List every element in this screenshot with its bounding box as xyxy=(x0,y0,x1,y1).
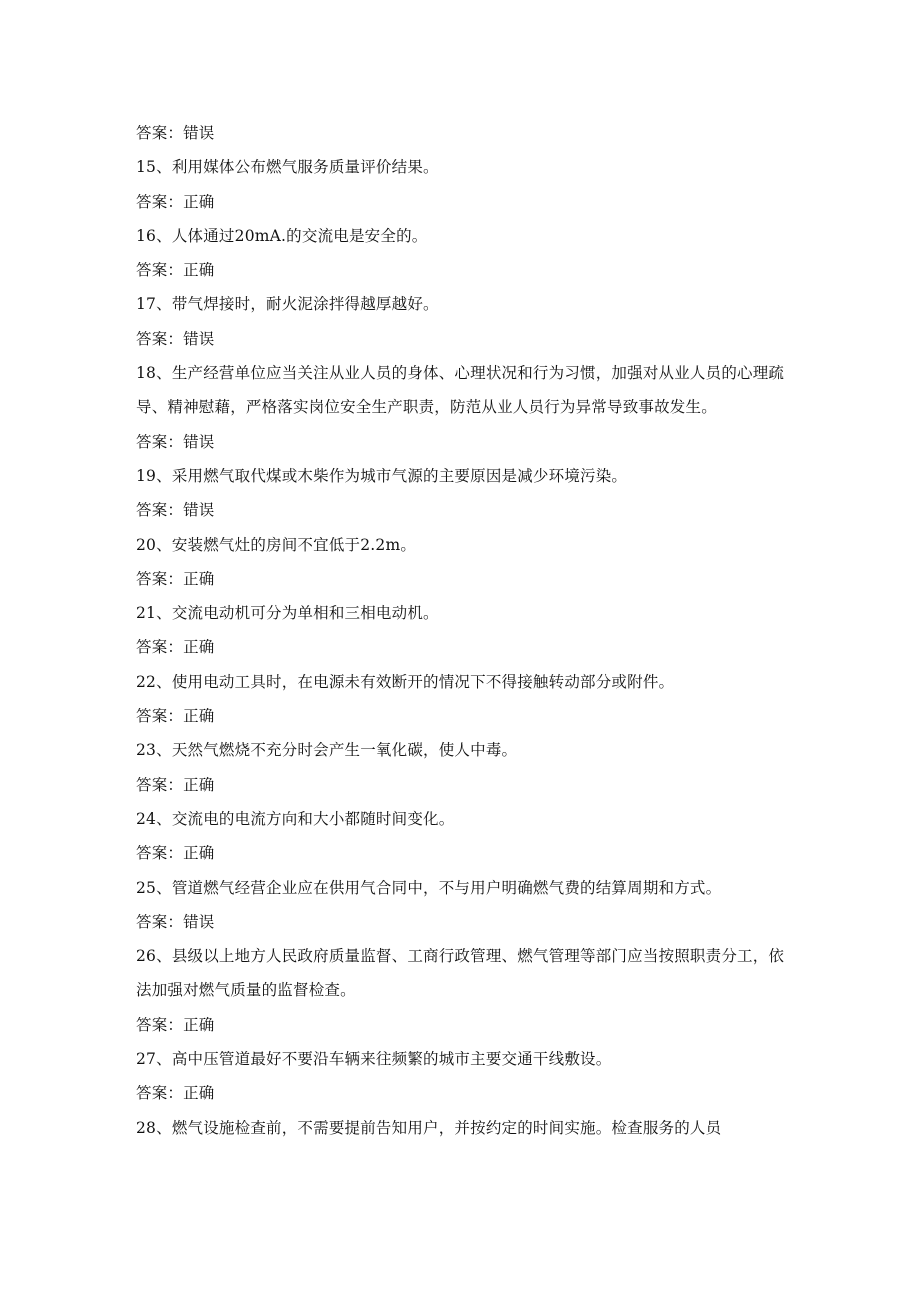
answer-label: 答案： xyxy=(136,569,184,588)
question-item xyxy=(136,665,796,699)
question-text: 交流电的电流方向和大小都随时间变化。 xyxy=(171,809,455,828)
answer-line xyxy=(136,253,796,287)
answer-label: 答案： xyxy=(136,261,184,280)
answer-value: 正确 xyxy=(183,1084,215,1103)
question-separator: 、 xyxy=(156,535,172,554)
question-number: 23 xyxy=(136,741,157,760)
question-text: 人体通过20mA.的交流电是安全的。 xyxy=(171,226,428,245)
answer-line xyxy=(136,836,796,870)
answer-line xyxy=(136,768,796,802)
question-list xyxy=(136,116,796,1145)
question-number: 26 xyxy=(136,947,157,966)
answer-value: 正确 xyxy=(183,775,215,794)
answer-value: 正确 xyxy=(183,569,215,588)
question-text: 燃气设施检查前，不需要提前告知用户，并按约定的时间实施。检查服务的人员 xyxy=(171,1118,722,1137)
question-item xyxy=(136,939,796,1008)
question-separator: 、 xyxy=(156,158,172,177)
answer-label: 答案： xyxy=(136,432,184,451)
answer-label: 答案： xyxy=(136,775,184,794)
answer-value: 正确 xyxy=(183,1015,215,1034)
question-text: 采用燃气取代煤或木柴作为城市气源的主要原因是减少环境污染。 xyxy=(171,466,628,485)
question-item xyxy=(136,459,796,493)
question-text: 县级以上地方人民政府质量监督、工商行政管理、燃气管理等部门应当按照职责分工，依法加强对燃气质量的监督检查。 xyxy=(136,947,785,1000)
answer-value: 错误 xyxy=(183,501,215,520)
answer-value: 错误 xyxy=(183,329,215,348)
question-separator: 、 xyxy=(156,295,172,314)
question-separator: 、 xyxy=(156,741,172,760)
question-item xyxy=(136,871,796,905)
answer-line xyxy=(136,1076,796,1110)
answer-value: 正确 xyxy=(183,192,215,211)
question-item xyxy=(136,1111,796,1145)
answer-line xyxy=(136,1008,796,1042)
question-text: 带气焊接时，耐火泥涂拌得越厚越好。 xyxy=(171,295,439,314)
question-number: 25 xyxy=(136,878,157,897)
answer-label: 答案： xyxy=(136,501,184,520)
answer-line xyxy=(136,116,796,150)
question-separator: 、 xyxy=(156,226,172,245)
answer-label: 答案： xyxy=(136,124,184,142)
answer-value: 正确 xyxy=(183,844,215,863)
answer-line xyxy=(136,905,796,939)
question-separator: 、 xyxy=(156,672,172,691)
question-text: 管道燃气经营企业应在供用气合同中，不与用户明确燃气费的结算周期和方式。 xyxy=(171,878,722,897)
answer-line xyxy=(136,630,796,664)
answer-value: 正确 xyxy=(183,638,215,657)
question-number: 22 xyxy=(136,672,157,691)
answer-line xyxy=(136,562,796,596)
question-item xyxy=(136,733,796,767)
question-separator: 、 xyxy=(156,878,172,897)
question-separator: 、 xyxy=(156,1050,172,1069)
question-separator: 、 xyxy=(156,947,172,966)
answer-label: 答案： xyxy=(136,329,184,348)
answer-label: 答案： xyxy=(136,192,184,211)
answer-line xyxy=(136,185,796,219)
question-number: 24 xyxy=(136,809,157,828)
answer-line xyxy=(136,699,796,733)
answer-line xyxy=(136,425,796,459)
answer-label: 答案： xyxy=(136,638,184,657)
answer-value: 错误 xyxy=(183,912,215,931)
question-separator: 、 xyxy=(156,809,172,828)
question-item xyxy=(136,287,796,321)
question-number: 18 xyxy=(136,364,157,383)
question-text: 生产经营单位应当关注从业人员的身体、心理状况和行为习惯，加强对从业人员的心理疏导、精神慰藉，严格落实岗位安全生产职责，防范从业人员行为异常导致事故发生。 xyxy=(136,364,785,417)
question-item xyxy=(136,802,796,836)
question-item xyxy=(136,528,796,562)
question-number: 17 xyxy=(136,295,157,314)
question-text: 利用媒体公布燃气服务质量评价结果。 xyxy=(171,158,439,177)
answer-label: 答案： xyxy=(136,707,184,726)
question-number: 28 xyxy=(136,1118,157,1137)
answer-line xyxy=(136,322,796,356)
question-text: 安装燃气灶的房间不宜低于2.2m。 xyxy=(171,535,417,554)
answer-label: 答案： xyxy=(136,912,184,931)
question-separator: 、 xyxy=(156,1118,172,1137)
question-separator: 、 xyxy=(156,466,172,485)
question-text: 高中压管道最好不要沿车辆来往频繁的城市主要交通干线敷设。 xyxy=(171,1050,612,1069)
question-separator: 、 xyxy=(156,604,172,623)
answer-label: 答案： xyxy=(136,844,184,863)
question-number: 16 xyxy=(136,226,157,245)
question-item xyxy=(136,1042,796,1076)
question-item xyxy=(136,219,796,253)
question-separator: 、 xyxy=(156,364,172,383)
question-item xyxy=(136,150,796,184)
question-text: 天然气燃烧不充分时会产生一氧化碳，使人中毒。 xyxy=(171,741,518,760)
answer-value: 错误 xyxy=(183,432,215,451)
answer-value: 正确 xyxy=(183,707,215,726)
question-item xyxy=(136,356,796,425)
answer-value: 错误 xyxy=(183,124,215,142)
question-number: 21 xyxy=(136,604,157,623)
answer-label: 答案： xyxy=(136,1015,184,1034)
question-number: 19 xyxy=(136,466,157,485)
question-text: 使用电动工具时，在电源未有效断开的情况下不得接触转动部分或附件。 xyxy=(171,672,675,691)
question-text: 交流电动机可分为单相和三相电动机。 xyxy=(171,604,439,623)
question-number: 15 xyxy=(136,158,157,177)
answer-label: 答案： xyxy=(136,1084,184,1103)
question-number: 27 xyxy=(136,1050,157,1069)
answer-value: 正确 xyxy=(183,261,215,280)
question-item xyxy=(136,596,796,630)
question-number: 20 xyxy=(136,535,157,554)
answer-line xyxy=(136,493,796,527)
